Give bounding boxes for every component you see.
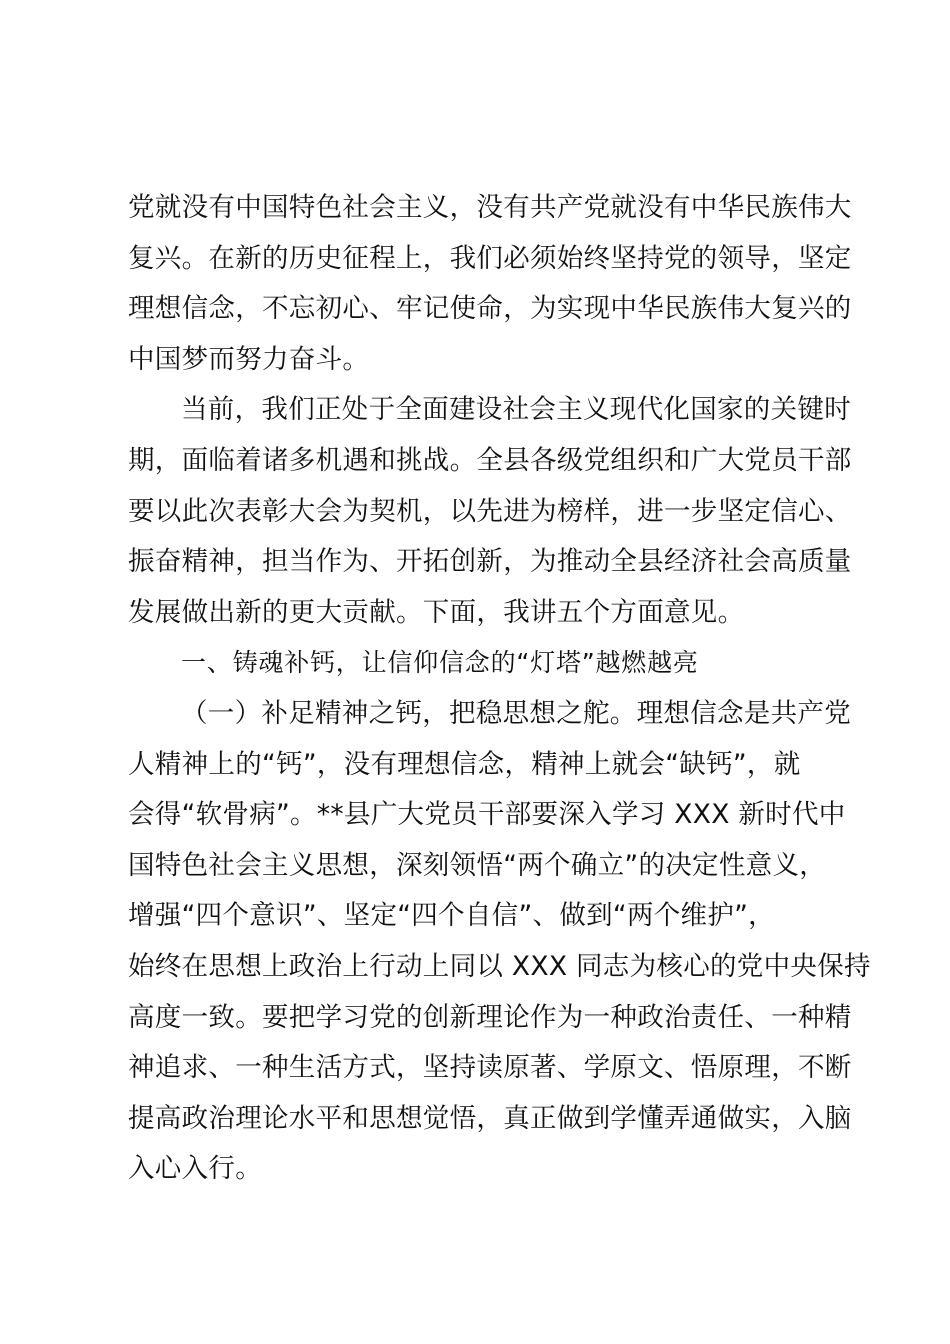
- paragraph: [128, 183, 852, 385]
- paragraph: [128, 689, 871, 1195]
- text-line: 理想信念，不忘初心、牢记使命，为实现中华民族伟大复兴的: [128, 293, 852, 325]
- paragraph: [128, 385, 852, 638]
- text-line: 发展做出新的更大贡献。下面，我讲五个方面意见。: [128, 596, 745, 628]
- text-line: 复兴。在新的历史征程上，我们必须始终坚持党的领导，坚定: [128, 242, 852, 274]
- text-line: 增强“四个意识”、坚定“四个自信”、做到“两个维护”，: [128, 900, 775, 932]
- text-line: 期，面临着诸多机遇和挑战。全县各级党组织和广大党员干部: [128, 444, 852, 476]
- text-line: 振奋精神，担当作为、开拓创新，为推动全县经济社会高质量: [128, 546, 852, 578]
- text-line: 当前，我们正处于全面建设社会主义现代化国家的关键时: [181, 394, 851, 426]
- section-heading: 一、铸魂补钙，让信仰信念的“灯塔”越燃越亮: [181, 648, 699, 678]
- text-line: 人精神上的“钙”，没有理想信念，精神上就会“缺钙”，就: [128, 748, 801, 780]
- text-line: 始终在思想上政治上行动上同以 XXX 同志为核心的党中央保持: [128, 950, 871, 982]
- text-line: 神追求、一种生活方式，坚持读原著、学原文、悟原理，不断: [128, 1052, 852, 1084]
- text-line: 入心入行。: [128, 1153, 262, 1185]
- text-line: 高度一致。要把学习党的创新理论作为一种政治责任、一种精: [128, 1001, 852, 1033]
- text-line: 国特色社会主义思想，深刻领悟“两个确立”的决定性意义，: [128, 849, 827, 881]
- document-body: [128, 183, 871, 1195]
- text-line: 会得“软骨病”。**县广大党员干部要深入学习 XXX 新时代中: [128, 799, 846, 831]
- text-line: 中国梦而努力奋斗。: [128, 343, 370, 375]
- text-line: 提高政治理论水平和思想觉悟，真正做到学懂弄通做实，入脑: [128, 1102, 852, 1134]
- text-line: 党就没有中国特色社会主义，没有共产党就没有中华民族伟大: [128, 192, 852, 223]
- text-line: （一）补足精神之钙，把稳思想之舵。理想信念是共产党: [181, 697, 851, 729]
- text-line: 要以此次表彰大会为契机，以先进为榜样，进一步坚定信心、: [128, 495, 852, 527]
